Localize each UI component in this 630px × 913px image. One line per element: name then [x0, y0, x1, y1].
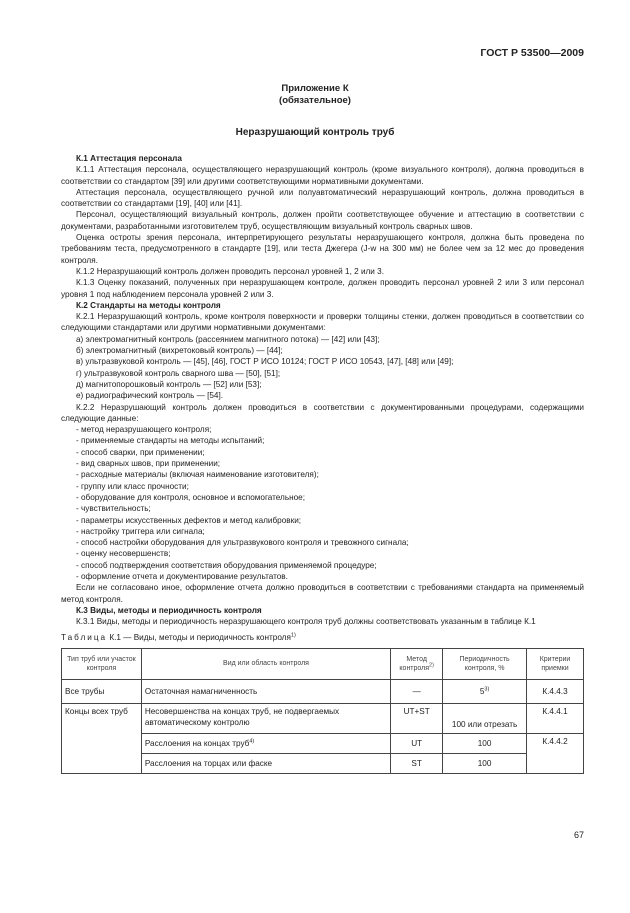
- list-item: - метод неразрушающего контроля;: [76, 425, 212, 435]
- cell-area: Несовершенства на концах труб, не подвергаемых автоматическому контролю: [141, 703, 390, 733]
- annex-title: Приложение К: [281, 83, 349, 94]
- list-item: - способ настройки оборудования для ультразвукового контроля и тревожного сигнала;: [76, 538, 409, 548]
- cell-period: 5$^{3)}$: [443, 679, 527, 703]
- cell-type: Концы всех труб: [62, 703, 142, 773]
- paragraph: К.1.1 Аттестация персонала, осуществляющего неразрушающий контроль (кроме визуального контроля), должна проводиться в соответствии со стандартом [39] или другими соответствующими нормативными документами.: [61, 165, 584, 186]
- section-heading: К.1 Аттестация персонала: [76, 154, 182, 163]
- table-row: [62, 679, 584, 703]
- list-item: - оценку несовершенств;: [76, 549, 171, 559]
- doc-code: ГОСТ Р 53500—2009: [480, 47, 584, 59]
- list-item: в) ультразвуковой контроль — [45], [46], ГОСТ Р ИСО 10124; ГОСТ Р ИСО 10543, [47], [48] или [49];: [76, 357, 454, 367]
- list-item: д) магнитопорошковый контроль — [52] или [53];: [76, 379, 262, 389]
- table-header-row: [62, 648, 584, 679]
- paragraph: Персонал, осуществляющий визуальный контроль, должен пройти соответствующее обучение и аттестацию в соответствии с документами, разработанными изготовителем труб, осуществляющим визуальный контроль сварных швов.: [61, 210, 584, 231]
- cell-area: Расслоения на торцах или фаске: [141, 753, 390, 773]
- cell-criteria: К.4.4.3: [527, 679, 584, 703]
- list-item: а) электромагнитный контроль (рассеянием магнитного потока) — [42] или [43];: [76, 334, 380, 344]
- page-number: 67: [573, 830, 584, 840]
- paragraph: К.1.3 Оценку показаний, полученных при неразрушающем контроле, должен проводить персонал уровней 2 или 3 или персонал уровня 1 под наблюдением персонала уровней 2 или 3.: [61, 278, 584, 299]
- table-caption: [61, 632, 584, 643]
- list-item: - расходные материалы (включая наименование изготовителя);: [76, 470, 319, 480]
- list-item: - вид сварных швов, при применении;: [76, 459, 221, 469]
- paragraph: К.2.1 Неразрушающий контроль, кроме контроля поверхности и проверки толщины стенки, должен проводиться в соответствии со следующими стандартами или другими нормативными документами:: [61, 312, 584, 333]
- table-caption-prefix: Таблица: [61, 633, 108, 643]
- section-title: Неразрушающий контроль труб: [235, 127, 395, 138]
- list-item: - способ сварки, при применении;: [76, 447, 205, 457]
- table-caption-note: 1): [290, 632, 296, 639]
- list-item: - способ подтверждения соответствия оборудования применяемой процедуре;: [76, 560, 377, 570]
- paragraph: Аттестация персонала, осуществляющего ручной или полуавтоматический неразрушающий контроль, должна проводиться в соответствии со стандартами [19], [40] или [41].: [61, 187, 584, 209]
- table-caption-text: К.1 — Виды, методы и периодичность контроля: [109, 633, 291, 643]
- cell-criteria: К.4.4.2: [527, 733, 584, 773]
- list-item: - настройку триггера или сигнала;: [76, 526, 205, 536]
- paragraph: К.3.1 Виды, методы и периодичность неразрушающего контроля труб должны соответствовать указанным в таблице К.1: [76, 617, 536, 627]
- cell-method: UT+ST: [391, 703, 443, 733]
- list-item: е) радиографический контроль — [54].: [76, 391, 224, 401]
- cell-period: 100: [443, 733, 527, 753]
- paragraph: К.2.2 Неразрушающий контроль должен проводиться в соответствии с документированными процедурами, содержащими следующие данные:: [61, 402, 584, 423]
- control-table: [61, 648, 584, 774]
- cell-method: —: [391, 679, 443, 703]
- annex-status: (обязательное): [279, 95, 351, 106]
- list-item: г) ультразвуковой контроль сварного шва — [50], [51];: [76, 368, 281, 378]
- cell-area: Остаточная намагниченность: [141, 679, 390, 703]
- cell-type: Все трубы: [62, 679, 142, 703]
- header-area: Вид или область контроля: [141, 648, 390, 679]
- list-item: - чувствительность;: [76, 504, 151, 514]
- cell-period: 100: [443, 753, 527, 773]
- paragraph: К.1.2 Неразрушающий контроль должен проводить персонал уровней 1, 2 или 3.: [76, 266, 384, 276]
- list-item: - применяемые стандарты на методы испытаний;: [76, 436, 265, 446]
- header-method: Метод контроля$^{2)}$: [391, 648, 443, 679]
- table-row: [62, 703, 584, 733]
- list-item: - параметры искусственных дефектов и метод калибровки;: [76, 515, 302, 525]
- list-item: б) электромагнитный (вихретоковый контроль) — [44];: [76, 346, 283, 356]
- section-heading: К.3 Виды, методы и периодичность контроля: [76, 605, 262, 615]
- paragraph: Если не согласовано иное, оформление отчета должно проводиться в соответствии с требованиями стандарта на применяемый метод контроля.: [61, 583, 584, 604]
- list-item: - группу или класс прочности;: [76, 481, 189, 491]
- cell-criteria: К.4.4.1: [527, 703, 584, 733]
- header-criteria: Критерии приемки: [527, 648, 584, 679]
- header-period: Периодичность контроля, %: [443, 648, 527, 679]
- cell-method: ST: [391, 753, 443, 773]
- paragraphs: [61, 153, 584, 627]
- paragraph: Оценка остроты зрения персонала, интерпретирующего результаты неразрушающего контроля, должна быть проведена по требованиям теста, предусмотренного в стандарте [19], или теста Джегера (J-w на 300 мм) не более чем за 12 мес до проведения контроля.: [61, 233, 584, 265]
- list-item: - оборудование для контроля, основное и вспомогательное;: [76, 492, 306, 502]
- body-text: [61, 153, 584, 774]
- section-heading: К.2 Стандарты на методы контроля: [76, 300, 221, 310]
- header-type: Тип труб или участок контроля: [62, 648, 142, 679]
- cell-period: 100 или отрезать: [443, 703, 527, 733]
- cell-method: UT: [391, 733, 443, 753]
- list-item: - оформление отчета и документирование результатов.: [76, 571, 288, 581]
- cell-area: Расслоения на концах труб$^{4)}$: [141, 733, 390, 753]
